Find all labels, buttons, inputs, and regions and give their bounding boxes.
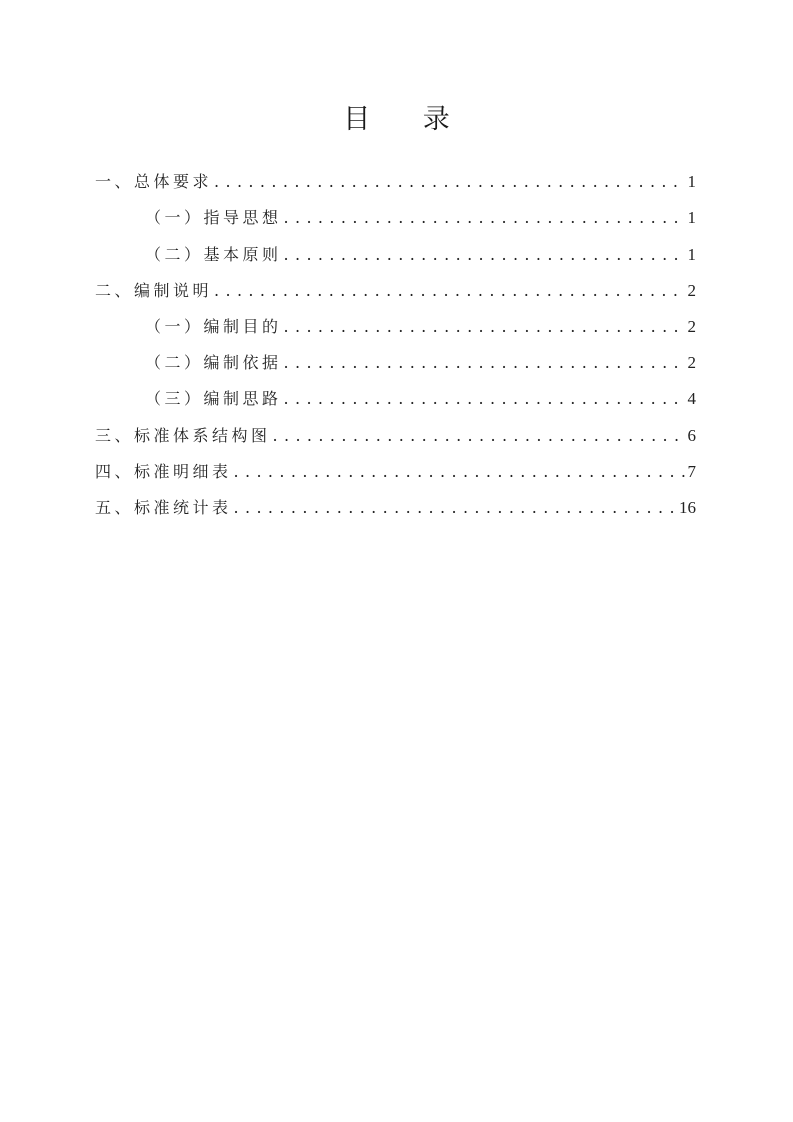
dot-leader [214, 273, 684, 309]
toc-entry-page-number: 4 [687, 389, 696, 409]
toc-list [95, 164, 696, 526]
dot-leader [284, 381, 685, 417]
toc-entry[interactable] [95, 309, 696, 345]
toc-entry-label: （二）编制依据 [145, 353, 282, 373]
toc-entry[interactable] [95, 273, 696, 309]
toc-entry-page-number: 1 [687, 244, 696, 264]
toc-entry[interactable] [95, 164, 696, 200]
toc-entry-label: 二、编制说明 [95, 280, 213, 300]
toc-entry-label: （二）基本原则 [145, 244, 282, 264]
dot-leader [214, 164, 684, 200]
toc-entry-page-number: 2 [687, 280, 696, 300]
toc-entry-label: （一）指导思想 [145, 208, 282, 228]
toc-entry[interactable] [95, 381, 696, 417]
dot-leader [284, 200, 685, 236]
toc-entry[interactable] [95, 417, 696, 453]
dot-leader [234, 490, 676, 526]
toc-entry-page-number: 7 [687, 461, 696, 481]
toc-entry[interactable] [95, 490, 696, 526]
toc-entry-page-number: 1 [687, 172, 696, 192]
toc-entry-page-number: 6 [687, 425, 696, 445]
dot-leader [234, 454, 685, 490]
toc-entry[interactable] [95, 200, 696, 236]
toc-entry-page-number: 2 [687, 353, 696, 373]
toc-entry-label: （三）编制思路 [145, 389, 282, 409]
dot-leader [284, 237, 685, 273]
toc-entry-label: （一）编制目的 [145, 316, 282, 336]
toc-entry-page-number: 1 [687, 208, 696, 228]
toc-entry-label: 五、标准统计表 [95, 497, 232, 517]
toc-title: 目 录 [343, 104, 472, 135]
toc-entry-label: 一、总体要求 [95, 172, 213, 192]
toc-entry-page-number: 16 [679, 497, 696, 517]
dot-leader [273, 418, 685, 454]
toc-entry[interactable] [95, 454, 696, 490]
toc-entry-label: 四、标准明细表 [95, 461, 232, 481]
toc-entry[interactable] [95, 236, 696, 272]
dot-leader [284, 345, 685, 381]
dot-leader [284, 309, 685, 345]
toc-entry[interactable] [95, 345, 696, 381]
toc-entry-page-number: 2 [687, 316, 696, 336]
toc-entry-label: 三、标准体系结构图 [95, 425, 271, 445]
